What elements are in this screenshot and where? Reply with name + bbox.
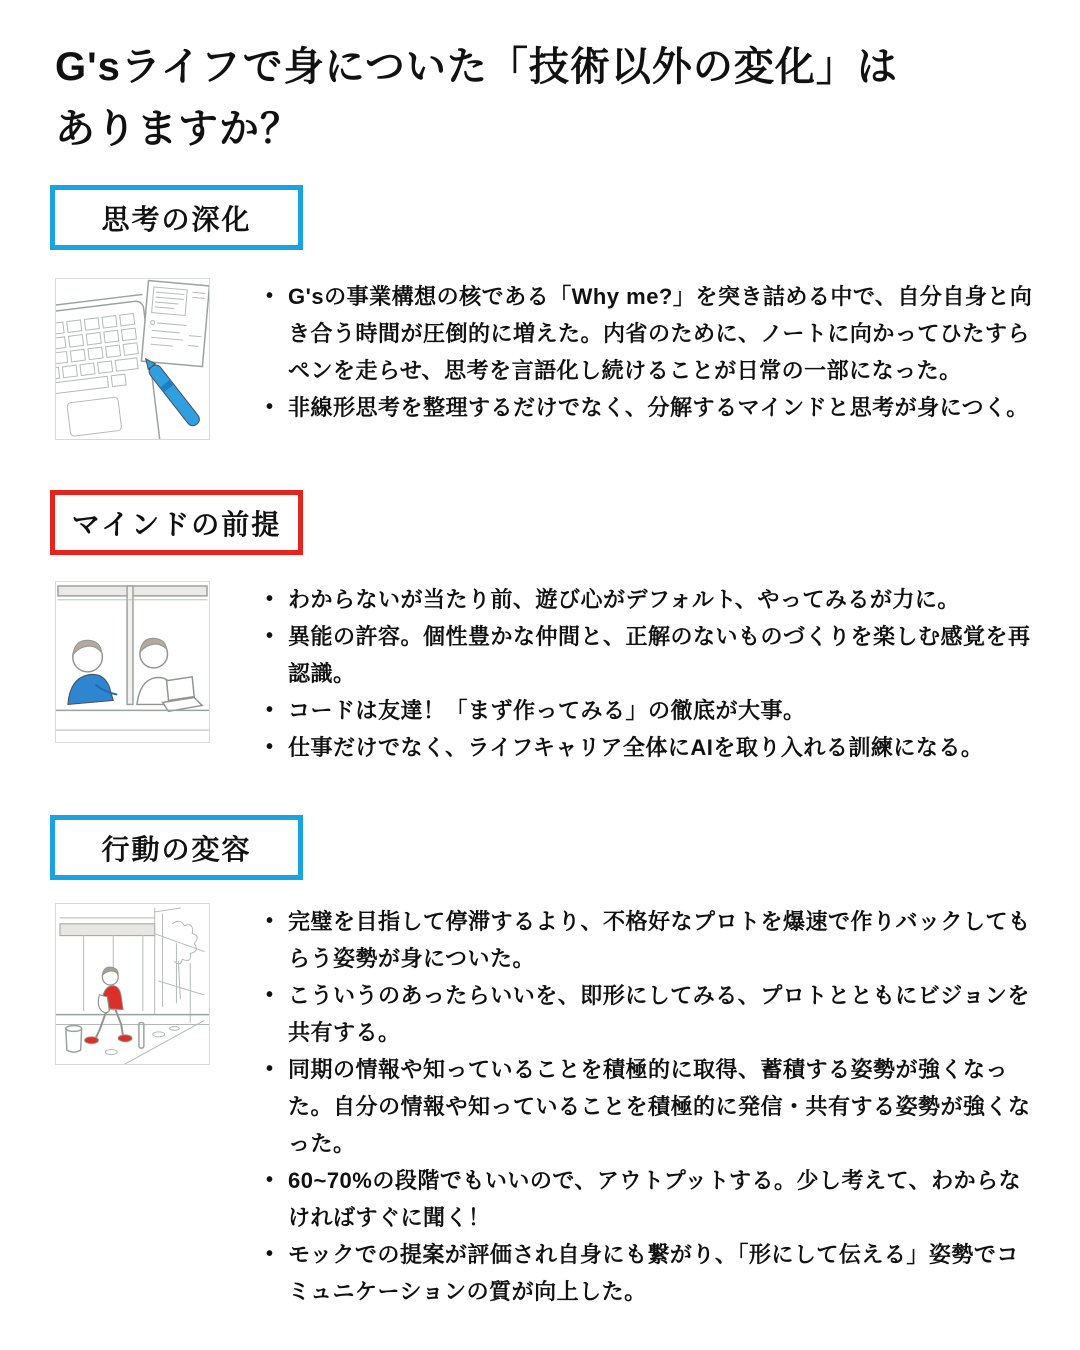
bullet-item: • 異能の許容。個性豊かな仲間と、正解のないものづくりを楽しむ感覚を再認識。 bbox=[262, 618, 1037, 692]
bullet-item: • 仕事だけでなく、ライフキャリア全体にAIを取り入れる訓練になる。 bbox=[262, 729, 1037, 766]
section-thinking-bullets bbox=[262, 278, 1037, 426]
section-behavior-content bbox=[55, 903, 1055, 1310]
laptop-notebook-pen-icon bbox=[56, 279, 209, 439]
two-people-at-window-icon bbox=[56, 582, 209, 742]
section-mindset-bullets bbox=[262, 581, 1037, 766]
bullet-item: • 同期の情報や知っていることを積極的に取得、蓄積する姿勢が強くなった。自分の情報や知っていることを積極的に発信・共有する姿勢が強くなった。 bbox=[262, 1051, 1037, 1162]
section-header-behavior-label: 行動の変容 bbox=[101, 833, 252, 865]
section-header-thinking bbox=[50, 185, 303, 250]
bullet-item: • こういうのあったらいいを、即形にしてみる、プロトとともにビジョンを共有する。 bbox=[262, 977, 1037, 1051]
section-header-thinking-label: 思考の深化 bbox=[101, 203, 252, 235]
section-header-mindset bbox=[50, 490, 303, 555]
section-thinking-content bbox=[55, 278, 1055, 440]
laptop-notebook-pen-illustration bbox=[55, 278, 210, 440]
page-title bbox=[55, 36, 1035, 160]
bullet-item: • 完璧を目指して停滞するより、不格好なプロトを爆速で作りバックしてもらう姿勢が身についた。 bbox=[262, 903, 1037, 977]
section-behavior-bullets bbox=[262, 903, 1037, 1310]
section-header-behavior bbox=[50, 815, 303, 880]
page-title-line1: G'sライフで身についた「技術以外の変化」は bbox=[55, 45, 898, 89]
bullet-item: • わからないが当たり前、遊び心がデフォルト、やってみるが力に。 bbox=[262, 581, 1037, 618]
section-mindset-content bbox=[55, 581, 1055, 766]
person-walking-street-icon bbox=[56, 904, 209, 1064]
two-people-at-window-illustration bbox=[55, 581, 210, 743]
section-header-mindset-label: マインドの前提 bbox=[71, 508, 282, 540]
person-walking-street-illustration bbox=[55, 903, 210, 1065]
bullet-item: • 非線形思考を整理するだけでなく、分解するマインドと思考が身につく。 bbox=[262, 389, 1037, 426]
page-title-line2: ありますか？ bbox=[55, 107, 301, 151]
bullet-item: • モックでの提案が評価され自身にも繋がり、「形にして伝える」姿勢でコミュニケーションの質が向上した。 bbox=[262, 1236, 1037, 1310]
bullet-item: • G'sの事業構想の核である「Why me?」を突き詰める中で、自分自身と向き合う時間が圧倒的に増えた。内省のために、ノートに向かってひたすらペンを走らせ、思考を言語化し続けることが日常の一部になった。 bbox=[262, 278, 1037, 389]
bullet-item: • 60~70%の段階でもいいので、アウトプットする。少し考えて、わからなければすぐに聞く！ bbox=[262, 1162, 1037, 1236]
bullet-item: • コードは友達！「まず作ってみる」の徹底が大事。 bbox=[262, 692, 1037, 729]
